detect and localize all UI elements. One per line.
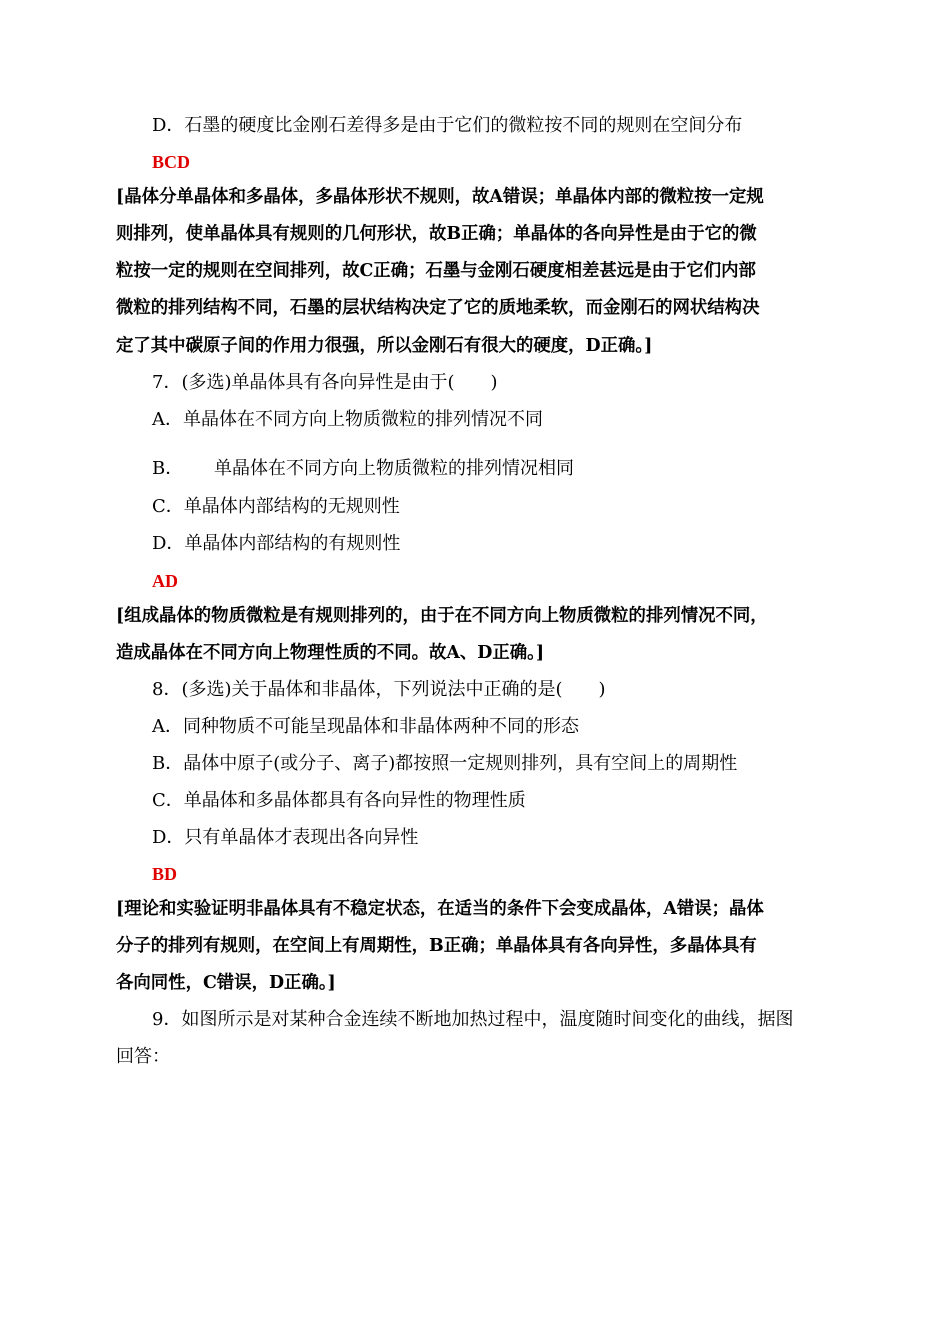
q8-option-b: B．晶体中原子(或分子、离子)都按照一定规则排列，具有空间上的周期性 xyxy=(152,753,738,774)
q9-stem-line-1: 9．如图所示是对某种合金连续不断地加热过程中，温度随时间变化的曲线，据图 xyxy=(152,1009,794,1030)
q7-option-b xyxy=(152,457,574,481)
q8-option-a: A．同种物质不可能呈现晶体和非晶体两种不同的形态 xyxy=(152,716,579,737)
q7-explanation-line-2: 造成晶体在不同方向上物理性质的不同。故A、D正确。] xyxy=(116,643,545,663)
q7-option-b-label: B． xyxy=(152,458,184,479)
q7-option-c: C．单晶体内部结构的无规则性 xyxy=(152,496,400,517)
q6-explanation-line-1: [晶体分单晶体和多晶体，多晶体形状不规则，故A错误；单晶体内部的微粒按一定规 xyxy=(116,187,764,207)
q8-answer: BD xyxy=(152,864,178,884)
q8-explanation-line-3: 各向同性，C错误，D正确。] xyxy=(116,973,336,993)
q6-answer: BCD xyxy=(152,152,191,172)
q7-option-d: D．单晶体内部结构的有规则性 xyxy=(152,533,401,554)
q8-stem: 8．(多选)关于晶体和非晶体，下列说法中正确的是( ) xyxy=(152,679,606,700)
q7-option-b-text: 单晶体在不同方向上物质微粒的排列情况相同 xyxy=(214,458,574,479)
q7-stem: 7．(多选)单晶体具有各向异性是由于( ) xyxy=(152,372,498,393)
q8-explanation-line-1: [理论和实验证明非晶体具有不稳定状态，在适当的条件下会变成晶体，A错误；晶体 xyxy=(116,899,764,919)
q6-explanation-line-2: 则排列，使单晶体具有规则的几何形状，故B正确；单晶体的各向异性是由于它的微 xyxy=(116,224,757,244)
q6-option-d: D．石墨的硬度比金刚石差得多是由于它们的微粒按不同的规则在空间分布 xyxy=(152,115,743,136)
q6-explanation-line-5: 定了其中碳原子间的作用力很强，所以金刚石有很大的硬度，D正确。] xyxy=(116,336,653,356)
q8-option-c: C．单晶体和多晶体都具有各向异性的物理性质 xyxy=(152,790,526,811)
q9-stem-line-2: 回答： xyxy=(116,1046,170,1067)
q8-option-d: D．只有单晶体才表现出各向异性 xyxy=(152,827,419,848)
q6-explanation-line-3: 粒按一定的规则在空间排列，故C正确；石墨与金刚石硬度相差甚远是由于它们内部 xyxy=(116,261,756,281)
q7-answer: AD xyxy=(152,571,178,591)
q7-option-a: A．单晶体在不同方向上物质微粒的排列情况不同 xyxy=(152,409,543,430)
q8-explanation-line-2: 分子的排列有规则，在空间上有周期性，B正确；单晶体具有各向异性，多晶体具有 xyxy=(116,936,757,956)
q6-explanation-line-4: 微粒的排列结构不同，石墨的层状结构决定了它的质地柔软，而金刚石的网状结构决 xyxy=(116,298,760,318)
q7-explanation-line-1: [组成晶体的物质微粒是有规则排列的，由于在不同方向上物质微粒的排列情况不同， xyxy=(116,606,768,626)
